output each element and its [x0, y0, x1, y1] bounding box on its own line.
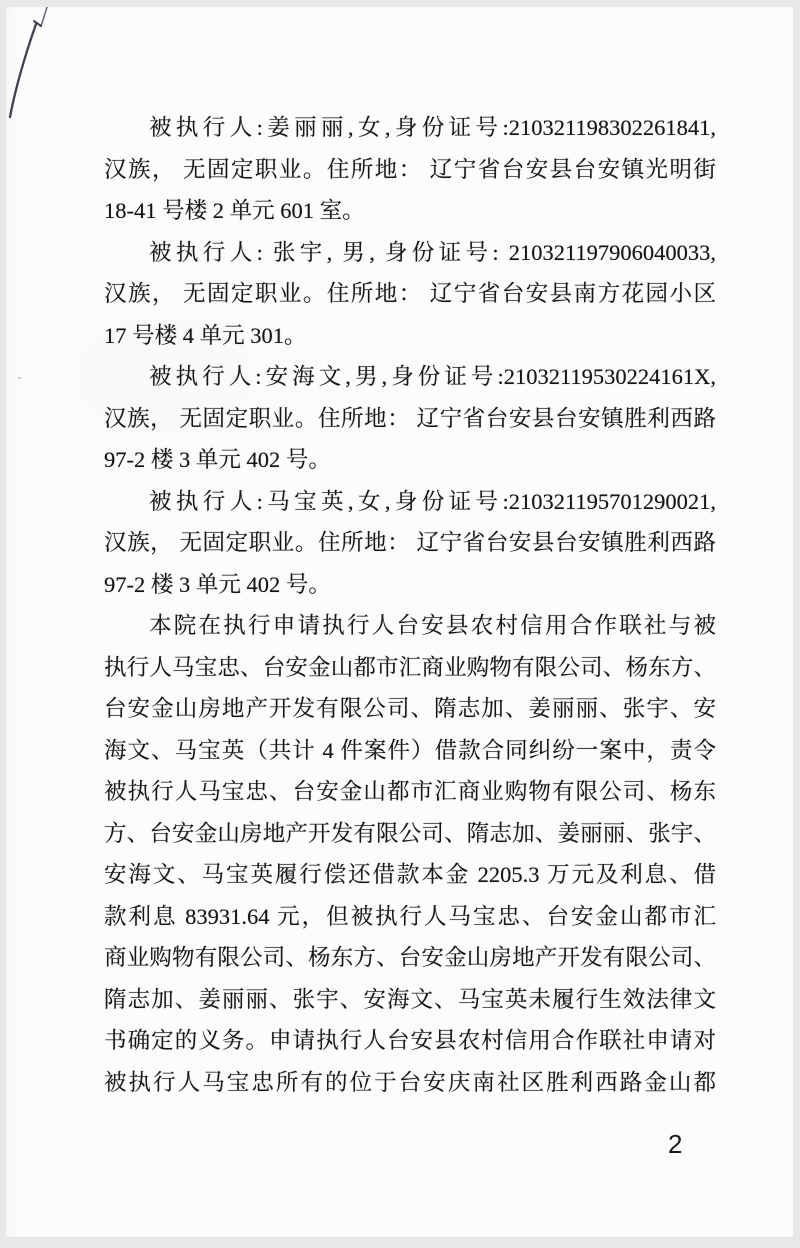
- text-line: 款利息 83931.64 元，但被执行人马宝忠、台安金山都市汇: [104, 903, 716, 929]
- text-line: 被执行人马宝忠所有的位于台安庆南社区胜利西路金山都: [104, 1069, 716, 1095]
- text-line: 方、台安金山房地产开发有限公司、隋志加、姜丽丽、张宇、: [104, 820, 716, 846]
- document-body: [104, 107, 716, 1103]
- text-line: 商业购物有限公司、杨东方、台安金山房地产开发有限公司、: [104, 945, 716, 970]
- text-line: 汉族， 无固定职业。住所地： 辽宁省台安县台安镇胜利西路: [104, 530, 716, 555]
- pen-mark: [6, 7, 66, 137]
- scan-speck: [18, 377, 21, 379]
- text-line: 本院在执行申请执行人台安县农村信用合作联社与被: [149, 613, 716, 638]
- text-line: 海文、马宝英（共计 4 件案件）借款合同纠纷一案中，责令: [104, 737, 716, 763]
- text-line: 书确定的义务。申请执行人台安县农村信用合作联社申请对: [104, 1028, 716, 1053]
- text-line: 汉族， 无固定职业。住所地： 辽宁省台安县南方花园小区: [104, 281, 716, 306]
- text-line: 被执行人: 张宇, 男, 身份证号: 210321197906040033,: [149, 239, 716, 265]
- text-line: 97-2 楼 3 单元 402 号。: [104, 571, 331, 597]
- text-line: 17 号楼 4 单元 301。: [104, 322, 307, 348]
- document-page: [6, 7, 793, 1237]
- text-line: 97-2 楼 3 单元 402 号。: [104, 447, 331, 472]
- text-line: 被执行人:安海文,男,身份证号:21032119530224161X,: [149, 364, 716, 389]
- paragraph-3: [104, 356, 716, 481]
- paragraph-5: [104, 605, 716, 1103]
- text-line: 安海文、马宝英履行偿还借款本金 2205.3 万元及利息、借: [104, 862, 716, 887]
- text-line: 执行人马宝忠、台安金山都市汇商业购物有限公司、杨东方、: [104, 654, 716, 680]
- paragraph-4: [104, 481, 716, 606]
- text-line: 隋志加、姜丽丽、张宇、安海文、马宝英未履行生效法律文: [104, 986, 716, 1012]
- text-line: 被执行人:马宝英,女,身份证号:210321195701290021,: [149, 488, 716, 514]
- text-line: 被执行人马宝忠、台安金山都市汇商业购物有限公司、杨东: [104, 779, 716, 804]
- text-line: 汉族， 无固定职业。住所地： 辽宁省台安县台安镇胜利西路: [104, 405, 716, 431]
- paragraph-1: [104, 107, 716, 232]
- text-line: 18-41 号楼 2 单元 601 室。: [104, 198, 365, 223]
- paragraph-2: [104, 232, 716, 357]
- page-number: 2: [668, 1129, 683, 1159]
- text-line: 汉族， 无固定职业。住所地： 辽宁省台安县台安镇光明街: [104, 156, 716, 182]
- text-line: 台安金山房地产开发有限公司、隋志加、姜丽丽、张宇、安: [104, 696, 716, 721]
- text-line: 被执行人:姜丽丽,女,身份证号:210321198302261841,: [149, 115, 716, 140]
